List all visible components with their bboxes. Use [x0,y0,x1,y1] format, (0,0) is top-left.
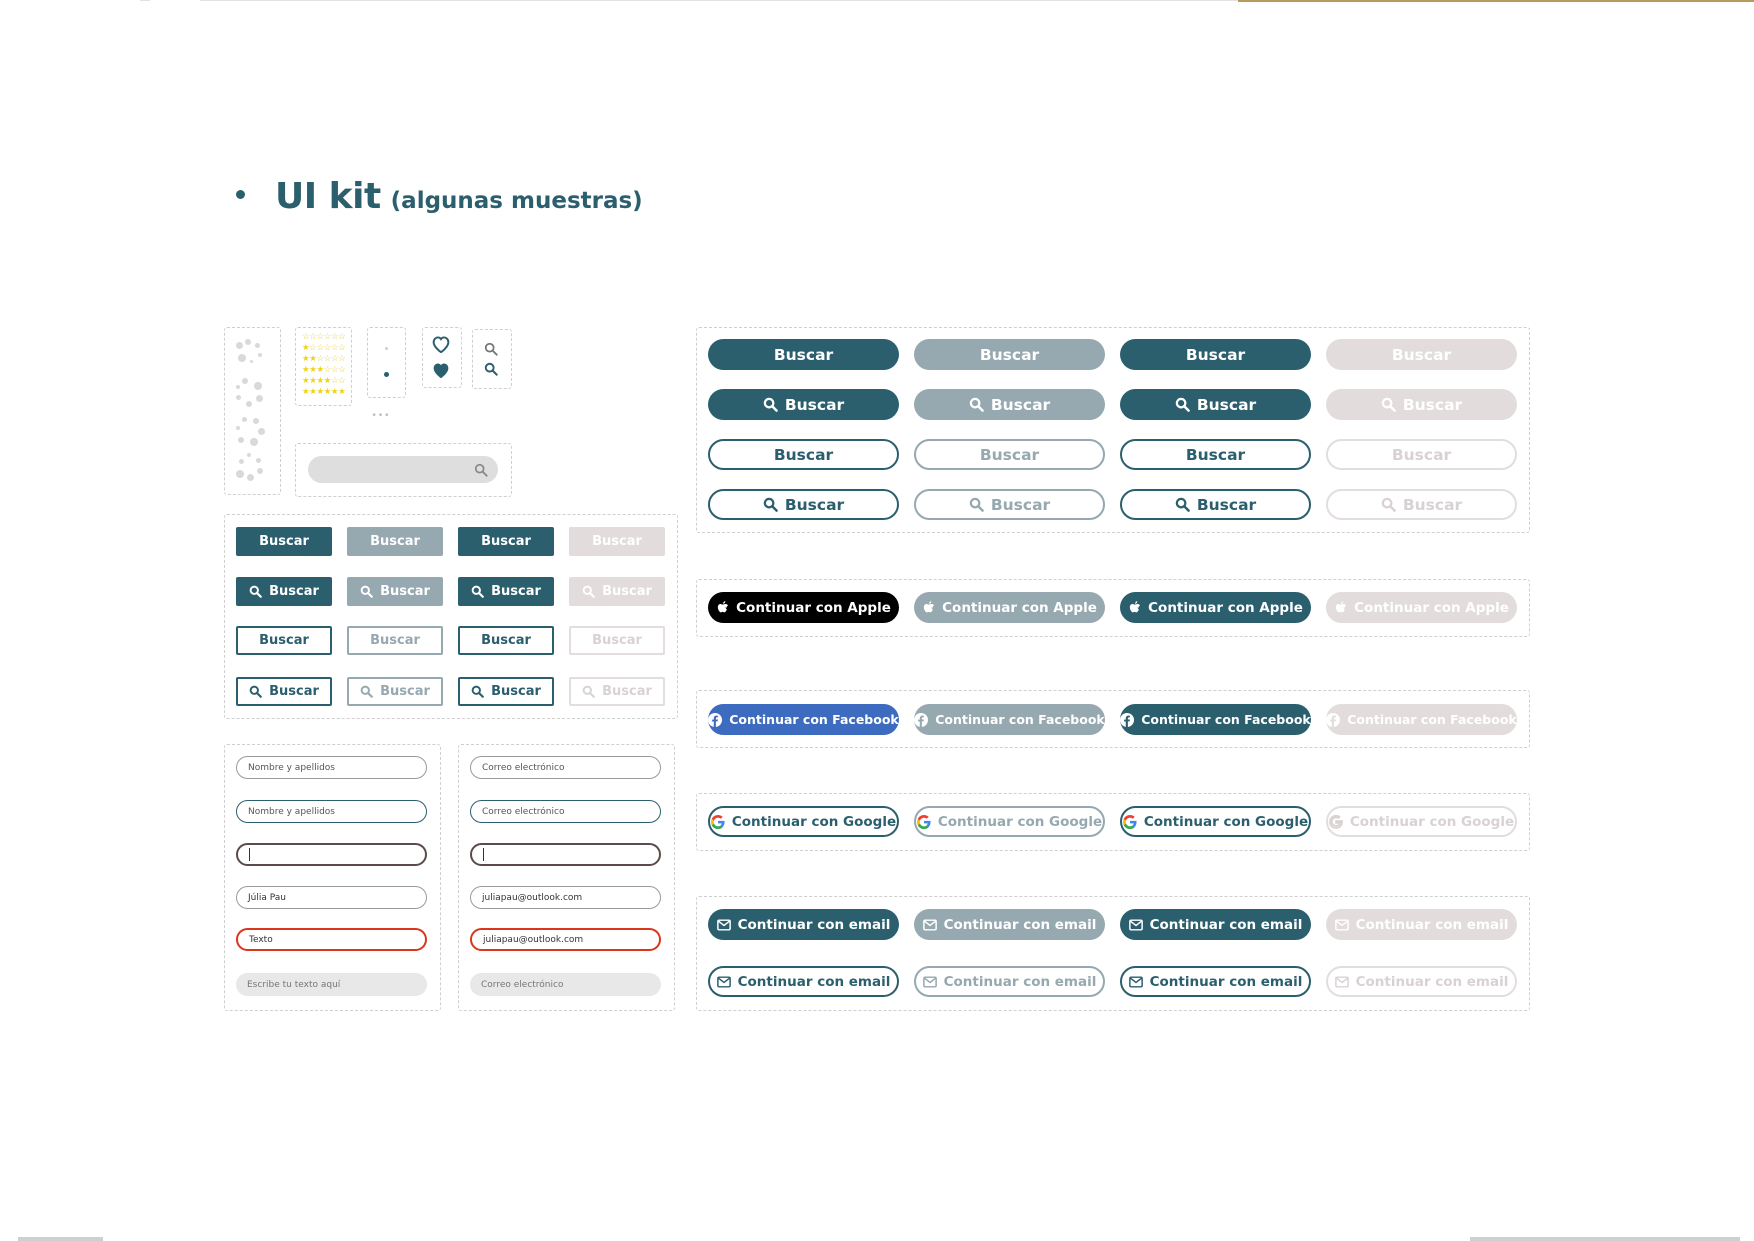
dot-icon [384,372,389,377]
search-button-hover[interactable]: Buscar [347,527,443,556]
search-outline-icon-button-pressed[interactable]: Buscar [458,677,554,706]
search-icon [969,397,984,412]
facebook-button-disabled: Continuar con Facebook [1326,704,1517,735]
heart-outline-icon[interactable] [430,334,452,354]
page-title: UI kit [275,176,381,217]
search-icon [249,585,262,598]
search-icon-button-pressed[interactable]: Buscar [458,577,554,606]
email-field-active[interactable] [470,843,661,866]
pill-outline-icon-button[interactable]: Buscar [708,489,899,520]
search-icon [249,685,262,698]
rating-0-stars: ☆☆☆☆☆☆ [302,332,346,342]
search-icon [360,585,373,598]
heart-filled-icon[interactable] [430,360,452,380]
pill-outline-button[interactable]: Buscar [708,439,899,470]
search-icon [763,497,778,512]
email-icon [717,976,731,988]
google-button[interactable]: Continuar con Google [708,806,899,837]
search-icon[interactable] [483,361,499,377]
pill-outline-button-hover[interactable]: Buscar [914,439,1105,470]
search-icon [763,397,778,412]
ellipsis-icon: ••• [371,411,391,421]
apple-icon [1334,600,1347,615]
search-icons-group [472,329,512,389]
pill-search-button-hover[interactable]: Buscar [914,339,1105,370]
email-icon [923,919,937,931]
name-field[interactable]: Nombre y apellidos [236,756,427,779]
name-field-active[interactable] [236,843,427,866]
email-icon [717,919,731,931]
bottom-edge-fragment [1470,1237,1740,1241]
email-button-disabled: Continuar con email [1326,909,1517,940]
email-icon [1335,976,1349,988]
google-button-pressed[interactable]: Continuar con Google [1120,806,1311,837]
search-icon [582,685,595,698]
name-inputs-group [224,744,441,1011]
email-field-disabled: Correo electrónico [470,973,661,996]
spinner-icon [236,339,266,369]
facebook-icon [1326,713,1340,727]
search-icon-button-hover[interactable]: Buscar [347,577,443,606]
search-bar[interactable] [308,456,498,483]
name-field-error[interactable]: Texto [236,928,427,951]
search-icon [582,585,595,598]
pill-search-icon-button-disabled: Buscar [1326,389,1517,420]
search-outline-button-disabled: Buscar [569,626,665,655]
email-outline-button[interactable]: Continuar con email [708,966,899,997]
search-icon [1381,397,1396,412]
search-icon [471,585,484,598]
google-icon [711,815,725,829]
spinner-icon [236,378,266,408]
google-button-disabled: Continuar con Google [1326,806,1517,837]
pill-outline-icon-button-hover[interactable]: Buscar [914,489,1105,520]
email-field-hover[interactable]: Correo electrónico [470,800,661,823]
top-accent-line [1238,0,1754,2]
search-icon [1381,497,1396,512]
rating-5-stars: ★★★★★★ [302,387,346,397]
search-icon [969,497,984,512]
apple-icon [716,600,729,615]
email-outline-button-disabled: Continuar con email [1326,966,1517,997]
search-icon-button-disabled: Buscar [569,577,665,606]
google-icon [917,815,931,829]
pill-outline-button-disabled: Buscar [1326,439,1517,470]
search-outline-button-pressed[interactable]: Buscar [458,626,554,655]
facebook-button-pressed[interactable]: Continuar con Facebook [1120,704,1311,735]
name-field-disabled: Escribe tu texto aquí [236,973,427,996]
email-icon [1129,919,1143,931]
email-inputs-group [458,744,675,1011]
pill-search-icon-button[interactable]: Buscar [708,389,899,420]
apple-button-disabled: Continuar con Apple [1326,592,1517,623]
pill-search-button-disabled: Buscar [1326,339,1517,370]
spinner-icon [236,453,266,483]
top-border-line [200,0,1240,1]
email-field-error[interactable]: juliapau@outlook.com [470,928,661,951]
apple-icon [1128,600,1141,615]
search-icon [1175,397,1190,412]
section-title [236,176,643,217]
search-icon-button[interactable]: Buscar [236,577,332,606]
pill-outline-icon-button-disabled: Buscar [1326,489,1517,520]
search-icon [1175,497,1190,512]
name-field-hover[interactable]: Nombre y apellidos [236,800,427,823]
search-icon [360,685,373,698]
search-outline-button[interactable]: Buscar [236,626,332,655]
dots-group [367,327,406,398]
rating-2-stars: ★★☆☆☆☆ [302,354,346,364]
facebook-icon [708,713,722,727]
search-outline-icon-button[interactable]: Buscar [236,677,332,706]
name-field-filled[interactable]: Júlia Pau [236,886,427,909]
spinner-icon [236,417,266,447]
search-icon[interactable] [483,341,499,357]
search-icon [471,685,484,698]
search-button-pressed[interactable]: Buscar [458,527,554,556]
bullet-icon [236,190,245,199]
text-caret [249,848,250,861]
text-caret [483,848,484,861]
facebook-button[interactable]: Continuar con Facebook [708,704,899,735]
email-icon [923,976,937,988]
rating-1-stars: ★☆☆☆☆☆ [302,343,346,353]
pill-search-button-pressed[interactable]: Buscar [1120,339,1311,370]
pill-outline-icon-button-pressed[interactable]: Buscar [1120,489,1311,520]
apple-button-pressed[interactable]: Continuar con Apple [1120,592,1311,623]
facebook-button-hover[interactable]: Continuar con Facebook [914,704,1105,735]
apple-button[interactable]: Continuar con Apple [708,592,899,623]
email-icon [1129,976,1143,988]
search-outline-icon-button-hover[interactable]: Buscar [347,677,443,706]
search-button-disabled: Buscar [569,527,665,556]
pill-search-icon-button-pressed[interactable]: Buscar [1120,389,1311,420]
apple-icon [922,600,935,615]
bottom-edge-fragment [18,1237,103,1241]
google-button-hover[interactable]: Continuar con Google [914,806,1105,837]
pill-search-icon-button-hover[interactable]: Buscar [914,389,1105,420]
page-subtitle: (algunas muestras) [390,188,643,214]
email-field[interactable]: Correo electrónico [470,756,661,779]
pill-search-button[interactable]: Buscar [708,339,899,370]
search-outline-icon-button-disabled: Buscar [569,677,665,706]
rating-3-stars: ★★★☆☆☆ [302,365,346,375]
apple-button-hover[interactable]: Continuar con Apple [914,592,1105,623]
email-button-pressed[interactable]: Continuar con email [1120,909,1311,940]
google-icon [1123,815,1137,829]
dot-icon [385,347,388,350]
google-icon [1329,815,1343,829]
email-button[interactable]: Continuar con email [708,909,899,940]
email-outline-button-pressed[interactable]: Continuar con email [1120,966,1311,997]
facebook-icon [1120,713,1134,727]
email-button-hover[interactable]: Continuar con email [914,909,1105,940]
rating-4-stars: ★★★★☆☆ [302,376,346,386]
search-outline-button-hover[interactable]: Buscar [347,626,443,655]
email-icon [1335,919,1349,931]
search-button[interactable]: Buscar [236,527,332,556]
facebook-icon [914,713,928,727]
pill-outline-button-pressed[interactable]: Buscar [1120,439,1311,470]
email-outline-button-hover[interactable]: Continuar con email [914,966,1105,997]
search-icon[interactable] [473,462,488,477]
top-border-line [140,0,150,1]
email-field-filled[interactable]: juliapau@outlook.com [470,886,661,909]
